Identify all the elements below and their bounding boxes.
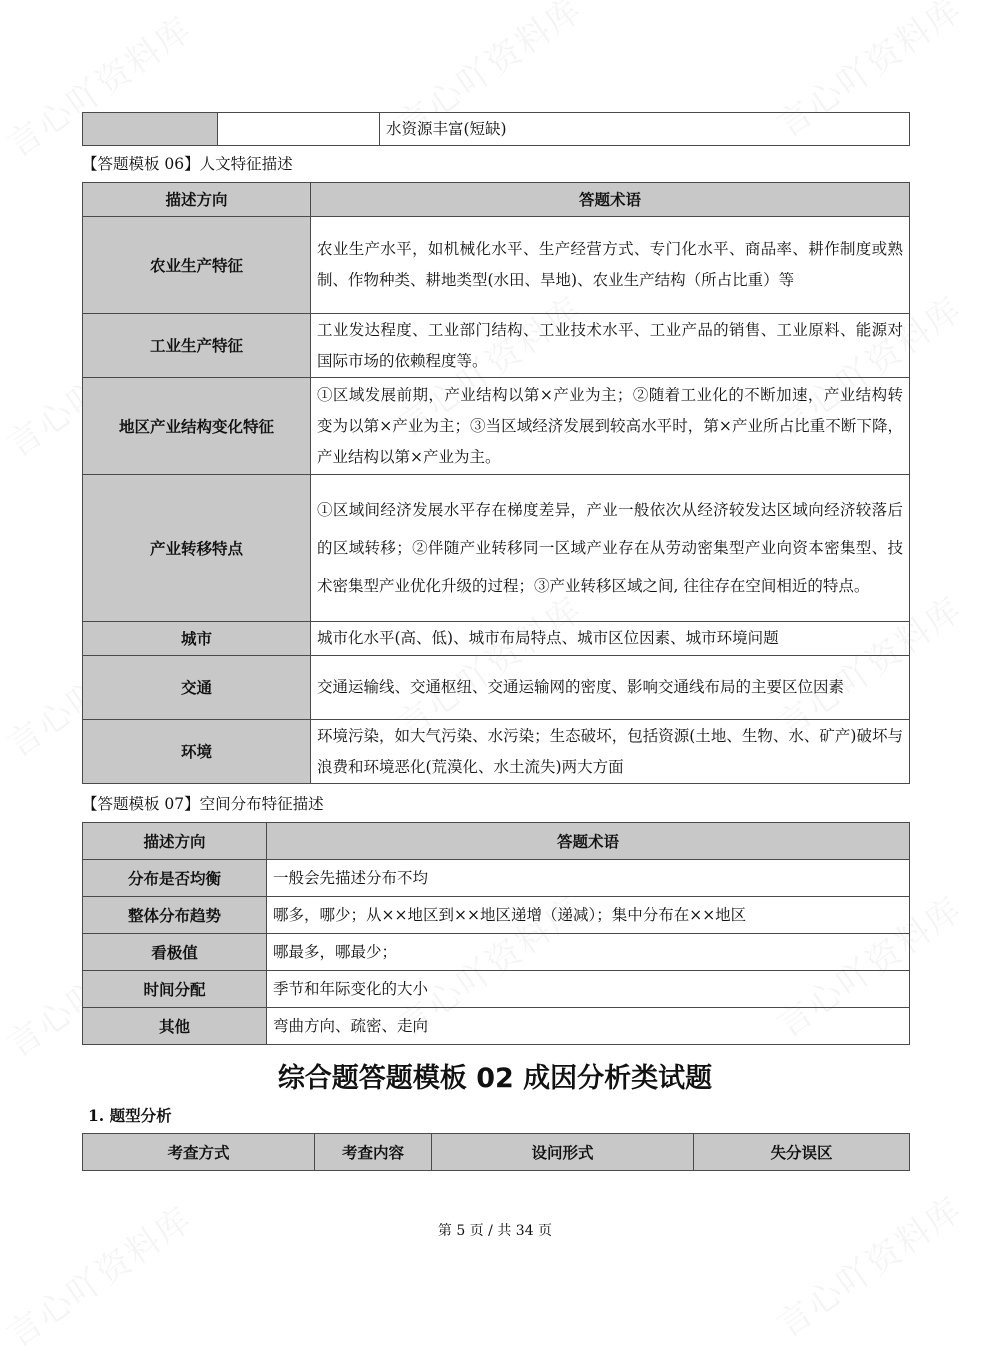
row-key: 时间分配 (83, 971, 267, 1008)
table-header: 失分误区 (694, 1134, 910, 1171)
table-header: 答题术语 (311, 183, 910, 217)
table-header: 答题术语 (267, 823, 910, 860)
humanities-table (82, 182, 910, 784)
watermark (0, 1192, 201, 1356)
row-value: 哪多，哪少；从××地区到××地区递增（递减）；集中分布在××地区 (267, 897, 910, 934)
row-value: ①区域间经济发展水平存在梯度差异，产业一般依次从经济较发达区域向经济较落后的区域转移；②伴随产业转移同一区域产业存在从劳动密集型产业向资本密集型、技术密集型产业优化升级的过程；③产业转移区域之间, 往往存在空间相近的特点。 (311, 475, 910, 622)
row-key: 其他 (83, 1008, 267, 1045)
section-07-label: 【答题模板 07】空间分布特征描述 (82, 795, 324, 813)
section-06-label: 【答题模板 06】人文特征描述 (82, 155, 293, 173)
row-key: 农业生产特征 (83, 217, 311, 314)
row-key: 看极值 (83, 934, 267, 971)
row-value: ①区域发展前期，产业结构以第×产业为主；②随着工业化的不断加速，产业结构转变为以第×产业为主；③当区域经济发展到较高水平时，第×产业所占比重不断下降，产业结构以第×产业为主。 (311, 378, 910, 475)
row-key: 产业转移特点 (83, 475, 311, 622)
row-key: 整体分布趋势 (83, 897, 267, 934)
row-value: 城市化水平(高、低)、城市布局特点、城市区位因素、城市环境问题 (311, 622, 910, 656)
question-analysis-table (82, 1133, 910, 1171)
row-value: 交通运输线、交通枢纽、交通运输网的密度、影响交通线布局的主要区位因素 (311, 656, 910, 720)
row-key: 分布是否均衡 (83, 860, 267, 897)
spatial-table (82, 822, 910, 1045)
row-key: 交通 (83, 656, 311, 720)
table-header: 考查方式 (83, 1134, 315, 1171)
row-value: 环境污染，如大气污染、水污染；生态破坏，包括资源(土地、生物、水、矿产)破坏与浪费和环境恶化(荒漠化、水土流失)两大方面 (311, 720, 910, 784)
watermark (765, 1182, 970, 1346)
row-value: 季节和年际变化的大小 (267, 971, 910, 1008)
row-value: 工业发达程度、工业部门结构、工业技术水平、工业产品的销售、工业原料、能源对国际市场的依赖程度等。 (311, 314, 910, 378)
template-title: 综合题答题模板 02 成因分析类试题 (277, 1063, 713, 1094)
row-key: 环境 (83, 720, 311, 784)
table-header: 设问形式 (432, 1134, 694, 1171)
top-table (82, 112, 910, 146)
row-value: 农业生产水平，如机械化水平、生产经营方式、专门化水平、商品率、耕作制度或熟制、作物种类、耕地类型(水田、旱地)、农业生产结构（所占比重）等 (311, 217, 910, 314)
row-value: 一般会先描述分布不均 (267, 860, 910, 897)
row-value: 哪最多，哪最少； (267, 934, 910, 971)
table-header: 描述方向 (83, 823, 267, 860)
top-table-cell (218, 113, 380, 146)
table-header: 描述方向 (83, 183, 311, 217)
top-table-cell (83, 113, 218, 146)
row-key: 工业生产特征 (83, 314, 311, 378)
row-key: 城市 (83, 622, 311, 656)
row-value: 弯曲方向、疏密、走向 (267, 1008, 910, 1045)
table-header: 考查内容 (315, 1134, 432, 1171)
page-number: 第 5 页 / 共 34 页 (437, 1223, 553, 1239)
top-table-cell: 水资源丰富(短缺) (380, 113, 910, 146)
subsection-heading: 1. 题型分析 (88, 1106, 172, 1125)
row-key: 地区产业结构变化特征 (83, 378, 311, 475)
